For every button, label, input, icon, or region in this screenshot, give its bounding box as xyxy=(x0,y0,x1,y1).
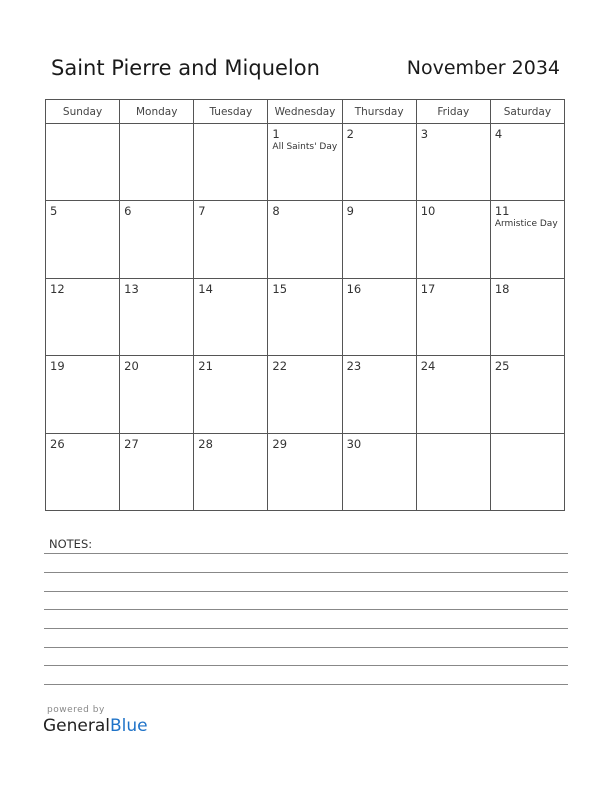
day-cell xyxy=(120,278,194,355)
day-number: 22 xyxy=(272,359,288,374)
day-cell xyxy=(416,201,490,278)
day-number: 15 xyxy=(272,281,288,296)
day-cell xyxy=(416,356,490,433)
day-number: 17 xyxy=(420,281,436,296)
day-number: 25 xyxy=(494,359,510,374)
day-cell xyxy=(416,124,490,201)
generalblue-logo xyxy=(43,716,148,736)
day-cell xyxy=(194,278,268,355)
day-number: 10 xyxy=(420,204,436,219)
note-line xyxy=(44,684,568,685)
note-line xyxy=(44,572,568,573)
week-row-5 xyxy=(46,433,565,510)
day-cell xyxy=(46,278,120,355)
day-number: 5 xyxy=(50,204,58,219)
day-cell xyxy=(342,124,416,201)
week-row-3 xyxy=(46,278,565,355)
day-cell xyxy=(342,278,416,355)
day-number: 13 xyxy=(124,281,139,296)
calendar-grid xyxy=(45,99,565,511)
weekday-header-row xyxy=(46,100,565,124)
day-cell xyxy=(416,433,490,510)
note-line xyxy=(44,553,568,554)
brand-blue-text: Blue xyxy=(110,716,148,736)
day-cell xyxy=(490,124,564,201)
brand-general-text: General xyxy=(43,716,110,736)
day-cell xyxy=(490,433,564,510)
holiday-label: All Saints' Day xyxy=(272,142,338,152)
weekday-saturday: Saturday xyxy=(490,100,564,124)
powered-by-text: powered by xyxy=(47,705,105,715)
day-cell xyxy=(490,356,564,433)
day-cell xyxy=(416,278,490,355)
day-cell xyxy=(194,356,268,433)
day-cell xyxy=(194,433,268,510)
weekday-wednesday: Wednesday xyxy=(268,100,342,124)
calendar-month-title: November 2034 xyxy=(406,57,560,79)
day-number: 21 xyxy=(198,359,213,374)
day-number: 20 xyxy=(124,359,139,374)
day-number: 6 xyxy=(124,204,132,219)
day-cell xyxy=(120,433,194,510)
day-cell xyxy=(194,201,268,278)
day-number: 3 xyxy=(420,127,429,141)
calendar-country-title: Saint Pierre and Miquelon xyxy=(51,56,320,80)
day-cell xyxy=(268,201,342,278)
note-line xyxy=(44,647,568,648)
day-number: 18 xyxy=(494,281,510,296)
day-number: 1 xyxy=(272,127,280,141)
day-cell xyxy=(490,201,564,278)
week-row-1 xyxy=(46,124,565,201)
day-cell xyxy=(342,356,416,433)
day-cell xyxy=(46,124,120,201)
day-cell xyxy=(120,201,194,278)
day-number: 4 xyxy=(494,127,503,141)
day-cell xyxy=(268,356,342,433)
notes-label: NOTES: xyxy=(49,537,93,551)
day-cell xyxy=(268,278,342,355)
weekday-friday: Friday xyxy=(416,100,490,124)
note-line xyxy=(44,609,568,610)
day-number: 19 xyxy=(50,359,65,374)
day-number: 14 xyxy=(198,281,213,296)
day-number: 28 xyxy=(198,436,213,451)
day-number: 16 xyxy=(346,281,362,296)
week-row-2 xyxy=(46,201,565,278)
day-cell xyxy=(120,356,194,433)
day-number: 9 xyxy=(346,204,354,219)
day-cell xyxy=(120,124,194,201)
day-number: 11 xyxy=(494,204,510,219)
day-number: 12 xyxy=(50,281,65,296)
note-line xyxy=(44,591,568,592)
day-number: 8 xyxy=(272,204,280,219)
day-number: 30 xyxy=(346,436,362,451)
day-cell xyxy=(268,124,342,201)
note-line xyxy=(44,665,568,666)
weekday-thursday: Thursday xyxy=(342,100,416,124)
day-number: 27 xyxy=(124,436,139,451)
day-cell xyxy=(342,433,416,510)
day-cell xyxy=(342,201,416,278)
note-line xyxy=(44,628,568,629)
week-row-4 xyxy=(46,356,565,433)
day-cell xyxy=(46,433,120,510)
day-number: 26 xyxy=(50,436,65,451)
day-number: 7 xyxy=(198,204,206,219)
day-number: 24 xyxy=(420,359,436,374)
weekday-tuesday: Tuesday xyxy=(194,100,268,124)
day-cell xyxy=(490,278,564,355)
weekday-sunday: Sunday xyxy=(46,100,120,124)
day-cell xyxy=(268,433,342,510)
day-cell xyxy=(46,356,120,433)
day-cell xyxy=(46,201,120,278)
day-number: 2 xyxy=(346,127,354,141)
day-cell xyxy=(194,124,268,201)
day-number: 29 xyxy=(272,436,288,451)
weekday-monday: Monday xyxy=(120,100,194,124)
day-number: 23 xyxy=(346,359,362,374)
holiday-label: Armistice Day xyxy=(494,219,558,230)
